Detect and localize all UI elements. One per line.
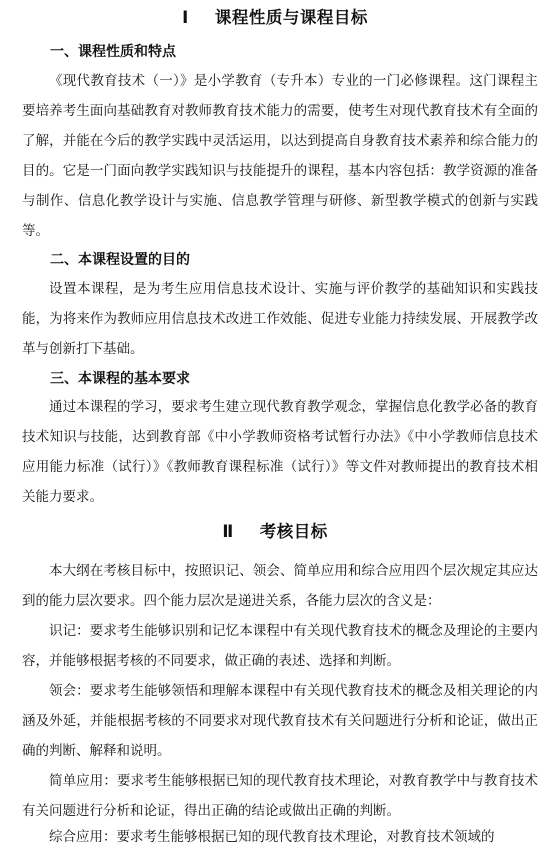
section-1-title-text: 课程性质与课程目标 <box>214 8 368 27</box>
subheading-course-purpose: 二、本课程设置的目的 <box>50 252 190 268</box>
paragraph-level-simple-application: 简单应用：要求考生能够根据已知的现代教育技术理论，对教育教学中与教育技术有关问题进行分析和论证，得出正确的结论或做出正确的判断。 <box>22 773 538 819</box>
paragraph-course-nature: 《现代教育技术（一）》是小学教育（专升本）专业的一门必修课程。这门课程主要培养考生面向基础教育对教师教育技术能力的需要，使考生对现代教育技术有全面的了解，并能在今后的教学实践中灵活运用，以达到提高自身教育技术素养和综合能力的目的。它是一门面向教学实践知识与技能提升的课程，基本内容包括：教学资源的准备与制作、信息化教学设计与实施、信息教学管理与研修、新型教学模式的创新与实践等。 <box>22 73 538 239</box>
paragraph-level-comprehensive-application: 综合应用：要求考生能够根据已知的现代教育技术理论，对教育技术领域的 <box>49 829 495 845</box>
subheading-course-requirements: 三、本课程的基本要求 <box>50 371 190 387</box>
section-1-title <box>0 6 550 30</box>
section-1-number: Ⅰ <box>182 8 189 27</box>
paragraph-course-purpose: 设置本课程，是为考生应用信息技术设计、实施与评价教学的基础知识和实践技能，为将来作为教师应用信息技术改进工作效能、促进专业能力持续发展、开展教学改革与创新打下基础。 <box>22 281 538 357</box>
paragraph-course-requirements: 通过本课程的学习，要求考生建立现代教育教学观念，掌握信息化教学必备的教育技术知识与技能，达到教育部《中小学教师资格考试暂行办法》《中小学教师信息技术应用能力标准（试行）》《教师教育课程标准（试行）》等文件对教师提出的教育技术相关能力要求。 <box>22 399 538 505</box>
paragraph-assessment-intro: 本大纲在考核目标中，按照识记、领会、简单应用和综合应用四个层次规定其应达到的能力层次要求。四个能力层次是递进关系，各能力层次的含义是： <box>22 563 538 609</box>
section-2-title-text: 考核目标 <box>259 522 328 541</box>
section-2-title <box>0 520 550 544</box>
subheading-course-nature: 一、课程性质和特点 <box>50 44 176 60</box>
paragraph-level-understand: 领会：要求考生能够领悟和理解本课程中有关现代教育技术的概念及相关理论的内涵及外延，并能根据考核的不同要求对现代教育技术有关问题进行分析和论证，做出正确的判断、解释和说明。 <box>22 683 538 759</box>
section-2-number: Ⅱ <box>222 522 234 541</box>
paragraph-level-memorize: 识记：要求考生能够识别和记忆本课程中有关现代教育技术的概念及理论的主要内容，并能够根据考核的不同要求，做正确的表述、选择和判断。 <box>22 623 538 669</box>
